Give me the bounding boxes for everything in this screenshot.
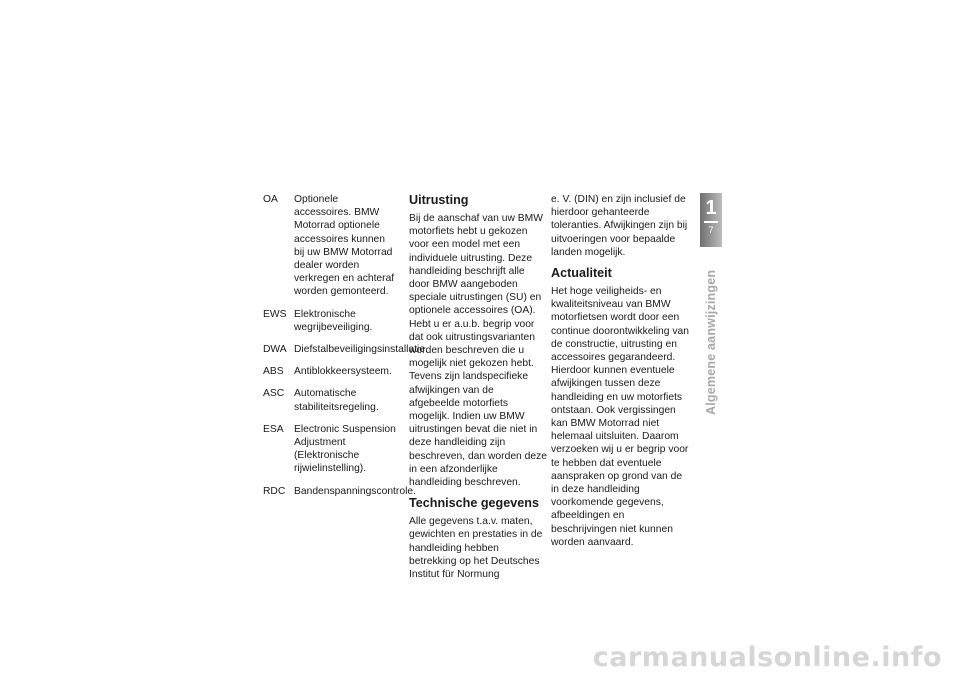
abbreviation-definition: Bandenspanningscontrole. <box>294 485 416 497</box>
technische-gegevens-text: Alle gegevens t.a.v. maten, gewichten en prestaties in de handleiding hebben betrekking op het Deutsches Institut für Normung <box>409 516 543 581</box>
chapter-tab <box>700 193 722 247</box>
abbreviation-term: RDC <box>263 485 286 497</box>
abbreviation-term: OA <box>263 194 278 205</box>
middle-column <box>409 193 547 588</box>
uitrusting-heading: Uitrusting <box>409 193 469 207</box>
abbreviation-term: ASC <box>263 388 285 400</box>
right-column <box>551 193 691 556</box>
abbreviation-definition: Antiblokkeersysteem. <box>294 366 392 378</box>
abbreviation-term: ESA <box>263 423 284 435</box>
abbreviation-list <box>263 193 428 507</box>
abbreviation-definition: Diefstalbeveiligingsinstallatie. <box>294 344 428 356</box>
watermark: carmanualsonline.info <box>592 642 942 673</box>
abbreviation-row <box>263 485 416 498</box>
chapter-divider <box>704 221 718 223</box>
abbreviation-term: DWA <box>263 344 287 356</box>
abbreviation-row <box>263 387 398 413</box>
actualiteit-text: Het hoge veiligheids- en kwaliteitsniveau van BMW motorfietsen wordt door een continue doorontwikkeling van de constructie, uitrusting en accessoires gegarandeerd. Hierdoor kunnen eventuele afwijkingen tussen deze handleiding en uw motorfiets ontstaan. Ook vergissingen kan BMW Motorrad niet helemaal uitsluiten. Daarom verzoeken wij u er begrip voor te hebben dat eventuele aanspraken op grond van de in deze handleiding voorkomende gegevens, afbeeldingen en beschrijvingen niet kunnen worden aanvaard. <box>551 286 689 548</box>
page-number: 7 <box>708 225 714 235</box>
abbreviation-row <box>263 308 398 334</box>
abbreviation-row <box>263 365 398 378</box>
actualiteit-heading: Actualiteit <box>551 266 612 281</box>
abbreviation-term: ABS <box>263 366 284 378</box>
section-title: Algemene aanwijzingen <box>704 269 718 416</box>
chapter-sidebar <box>700 193 722 438</box>
abbreviation-definition: Elektronische wegrijbeveiliging. <box>294 308 373 333</box>
abbreviation-row <box>263 423 398 476</box>
abbreviation-row <box>263 343 428 356</box>
technische-gegevens-text-continued: e. V. (DIN) en zijn inclusief de hierdoor gehanteerde toleranties. Afwijkingen zijn bij uitvoeringen voor bepaalde landen mogelijk. <box>551 194 688 258</box>
abbreviation-row <box>263 193 398 299</box>
chapter-number: 1 <box>705 197 717 219</box>
uitrusting-text: Bij de aanschaf van uw BMW motorfiets hebt u gekozen voor een model met een individuele uitrusting. Deze handleiding beschrijft alle door BMW aangeboden speciale uitrustingen (SU) en optionele accessoires (OA). Hebt u er a.u.b. begrip voor dat ook uitrustingsvarianten worden beschreven die u mogelijk niet gekozen hebt. Tevens zijn landspecifieke afwijkingen van de afgebeelde motorfiets mogelijk. Indien uw BMW uitrustingen bevat die niet in deze handleiding zijn beschreven, dan worden deze in een afzonderlijke handleiding beschreven. <box>409 213 547 489</box>
technische-gegevens-heading: Technische gegevens <box>409 496 539 511</box>
abbreviation-definition: Automatische stabiliteitsregeling. <box>294 388 379 413</box>
abbreviation-term: EWS <box>263 308 287 320</box>
abbreviation-definition: Optionele accessoires. BMW Motorrad optionele accessoires kunnen bij uw BMW Motorrad dealer worden verkregen en achteraf worden gemonteerd. <box>294 194 395 298</box>
abbreviation-definition: Electronic Suspension Adjustment (Elektronische rijwielinstelling). <box>294 423 396 475</box>
